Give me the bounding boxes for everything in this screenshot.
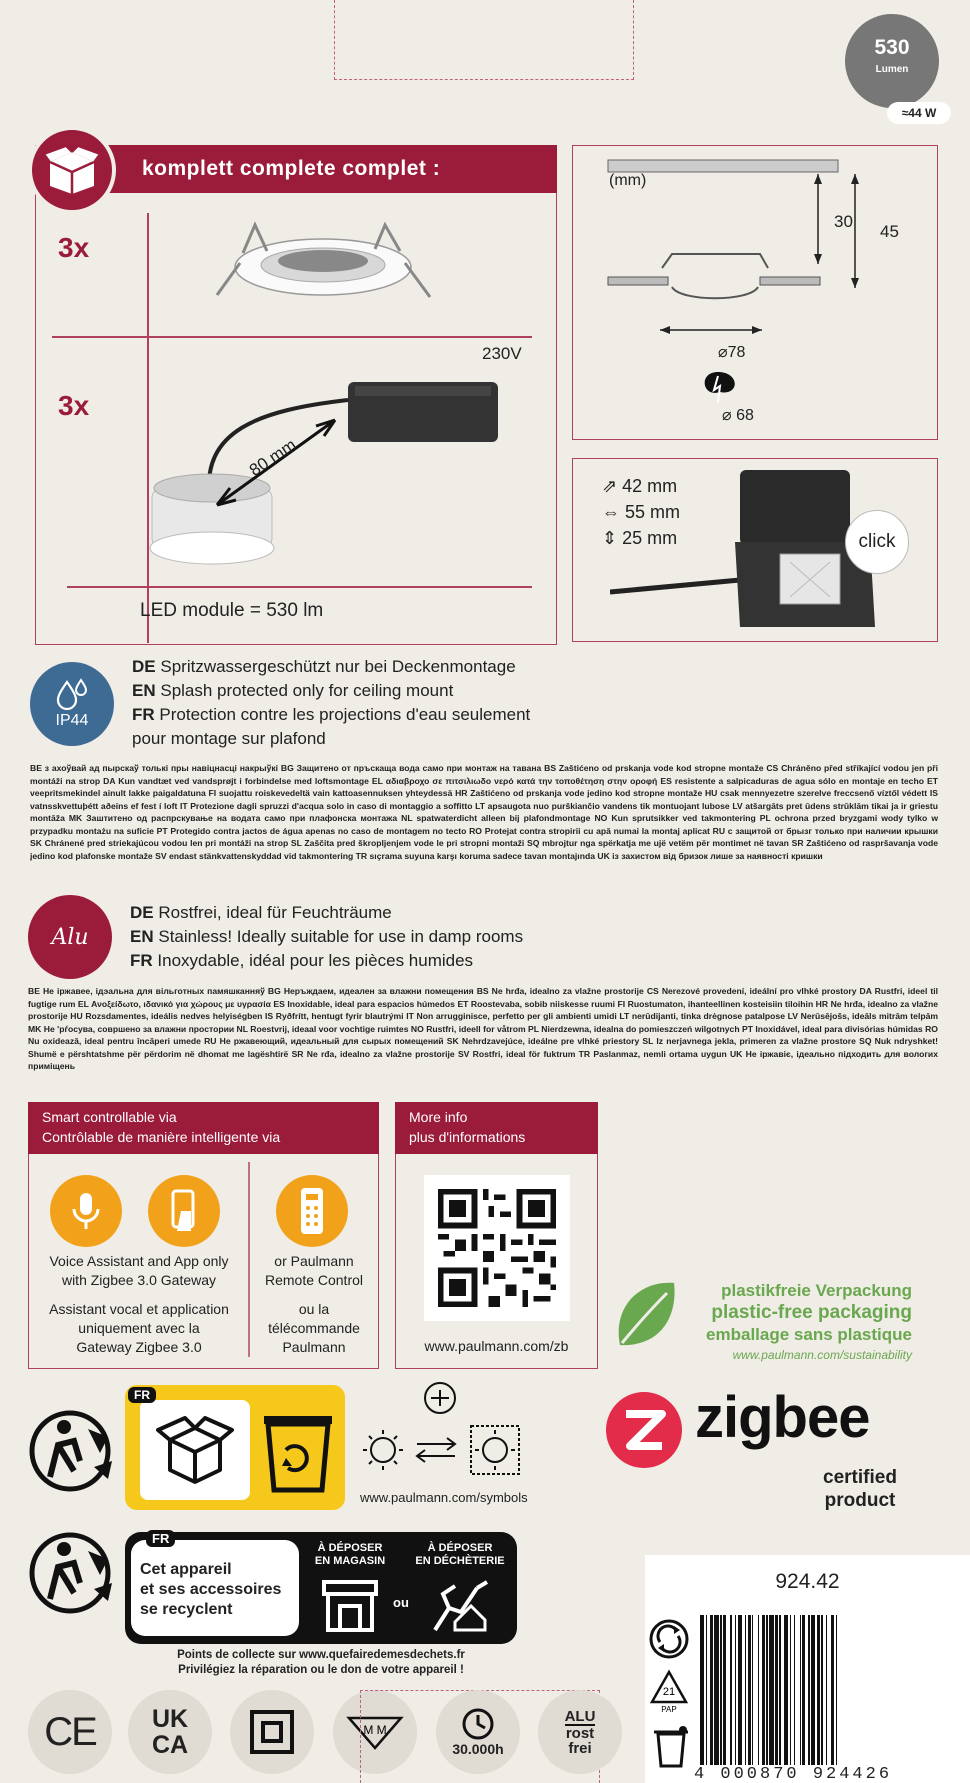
dim-inner-height: 30 xyxy=(834,212,853,231)
connector-dim-3: ⇕ 25 mm xyxy=(602,528,678,548)
smart-right-fr-1: ou la xyxy=(298,1301,330,1317)
contents-divider-h1 xyxy=(52,336,532,338)
triman2-text-2: et ses accessoires xyxy=(140,1581,282,1598)
smart-left-en-2: with Zigbee 3.0 Gateway xyxy=(61,1272,217,1288)
top-dashed-frame xyxy=(334,0,634,80)
smart-left-fr-3: Gateway Zigbee 3.0 xyxy=(76,1339,202,1355)
alu-mark-3: frei xyxy=(568,1739,592,1757)
smart-right-fr-3: Paulmann xyxy=(282,1339,346,1355)
barcode xyxy=(700,1615,962,1765)
ukca-mark xyxy=(128,1690,212,1774)
triman2-footer-2: Privilégiez la réparation ou le don de votre appareil ! xyxy=(178,1664,464,1676)
zigbee-line2: product xyxy=(824,1490,896,1511)
smart-left-fr-2: uniquement avec la xyxy=(78,1320,200,1336)
ip-line-de: DE Spritzwassergeschützt nur bei Deckenmontage xyxy=(132,657,516,676)
triman2-text-1: Cet appareil xyxy=(140,1561,232,1578)
triman2-col1-2: EN MAGASIN xyxy=(314,1555,386,1567)
alu-rostfrei-mark xyxy=(538,1690,622,1774)
alu-line-fr: FR Inoxydable, idéal pour les pièces humides xyxy=(130,951,474,970)
alu-line-en: EN Stainless! Ideally suitable for use in damp rooms xyxy=(130,927,524,946)
smart-left-fr xyxy=(30,1300,248,1357)
ip-multilang: BE з ахоўвай ад пырскаў толькі пры навіцнасці накрыўкі BG Защитено от пръскаща вода само при монтаж на тавана BS Zaštićeno od prskanja vode kod stropne montaže CS Chráněno před stříkající vodou jen při montáži na strop DA Kun vandtæt ved vandsprøjt i forbindelse med loftsmontage EL αδιαβροχο σε πιτσιλιωδο νερό κατά την τοποθέτηση στην οροφή ES resistente a salpicaduras de agua sólo en montaje en techo ET veepritsmekindel ainult lakke paigaldatuna FI suojattu roiskevedeltä vain kattoasennuksen yhteydessä HR Zaštićeno od prskanja vode jedino kod stropne montaže HU csak mennyezetre szerelve freccsenő víztől védett IS vatnsskvettuþétt aðeins ef fest í loft IT Protezione dagli spruzzi d'acqua solo in caso di montaggio a soffitto LT apsaugota nuo purškiančio vandens tik montuojant lubose LV atšargāts pret ūdens strūklām tikai ja ir griestu montāža MK Заштитено од распрскување на водата само при плафонска монтажа NL spatwaterdicht alleen bij plafondmontage NO Kun sprutsikker ved takmontering PL ochrona przed bryzgami wody tylko w przypadku montażu na suficie PT Protegido contra jactos de água apenas no caso de montagem no tecto RO Protejat contra stropirii cu apă numai la montaj aplicat RU с защитой от брызг только при наличии крышки SK Chránené pred striekajúcou vodou len pri montáži na strop SL Zaščita pred škropljenjem vode le pri stropni montaži SQ mbrojtur nga spërkatja me ujë vetëm për montimet në tavan SR Zaštićeno od raspršavanja vode jedino kod plafonske montaže SV endast stänkvattenskyddad vid takmontering TR sıçrama suyuna karşı koruma sadece tavan montajında UK із захистом від бризок лише за наявності кришки xyxy=(30,763,938,861)
ean-number: 4 000870 924426 xyxy=(690,1765,896,1783)
ip44-badge: IP44 xyxy=(55,712,89,729)
connector-dim-2: ⇔ 55 mm xyxy=(602,502,681,522)
zigbee-name: zigbee xyxy=(695,1385,870,1450)
dim-diameter: ⌀78 xyxy=(718,344,746,361)
contents-divider-h2 xyxy=(67,586,532,588)
info-header-2: plus d'informations xyxy=(409,1129,526,1145)
ce-mark xyxy=(28,1690,112,1774)
alu-line-de: DE Rostfrei, ideal für Feuchträume xyxy=(130,903,392,922)
triman-url[interactable]: www.paulmann.com/symbols xyxy=(360,1490,528,1505)
eco-line-de: plastikfreie Verpackung xyxy=(721,1281,912,1300)
dimension-drawing xyxy=(590,150,930,430)
ip-line-en: EN Splash protected only for ceiling mount xyxy=(132,681,454,700)
box-icon xyxy=(28,126,116,214)
ce-label: CE xyxy=(44,1709,96,1754)
recycle-circle-icon xyxy=(648,1618,690,1660)
barcode-bar xyxy=(837,1615,838,1765)
triman2-col2-2: EN DÉCHÈTERIE xyxy=(415,1555,505,1567)
triman-fr-badge-1: FR xyxy=(128,1387,156,1403)
connector-dim-1: ⇗ 42 mm xyxy=(602,476,678,496)
smart-right-en-2: Remote Control xyxy=(264,1272,364,1288)
ukca-line1: UK xyxy=(151,1705,189,1733)
class2-mark xyxy=(230,1690,314,1774)
voltage-label: 230V xyxy=(482,344,522,363)
smart-right-en-1: or Paulmann xyxy=(274,1253,354,1269)
eco-url: www.paulmann.com/sustainability xyxy=(732,1348,912,1362)
smart-right-fr-2: télécommande xyxy=(268,1320,360,1336)
ip44-icon xyxy=(30,662,114,746)
smart-right-en xyxy=(250,1252,378,1290)
lifetime-mark xyxy=(436,1690,520,1774)
qty-housing: 3x xyxy=(58,232,90,263)
alu-badge: Alu xyxy=(51,924,89,950)
waste-bin-icon xyxy=(650,1722,692,1770)
alu-mark-1: ALU xyxy=(564,1707,596,1725)
remote-icon xyxy=(276,1175,348,1247)
contents-title-bar xyxy=(100,145,557,193)
recycle-person-icon-2 xyxy=(28,1527,118,1617)
triman2-col1 xyxy=(300,1542,400,1568)
smart-header xyxy=(28,1102,379,1154)
daylight-symbols xyxy=(355,1380,525,1490)
contents-title: komplett complete complet : xyxy=(142,157,441,180)
zigbee-logo-icon xyxy=(606,1392,682,1468)
info-url[interactable]: www.paulmann.com/zb xyxy=(424,1338,569,1354)
app-icon xyxy=(148,1175,220,1247)
pap-label: PAP xyxy=(661,1705,677,1714)
zigbee-certified xyxy=(770,1466,950,1512)
info-header xyxy=(395,1102,598,1154)
pap-number: 21 xyxy=(662,1686,676,1698)
clock-icon xyxy=(461,1707,495,1741)
click-badge xyxy=(845,510,909,574)
pap-triangle-icon xyxy=(648,1668,690,1714)
cable-length: 80 mm xyxy=(245,435,300,480)
triman2-footer xyxy=(125,1648,517,1678)
lifetime-hours: 30.000h xyxy=(452,1741,504,1757)
smart-right-fr xyxy=(250,1300,378,1357)
triman2-text xyxy=(140,1560,281,1620)
dim-outer-height: 45 xyxy=(880,222,899,241)
smart-left-en xyxy=(30,1252,248,1290)
lumen-circle xyxy=(845,14,939,108)
eco-line-en: plastic-free packaging xyxy=(711,1302,912,1323)
shop-icon xyxy=(318,1572,382,1636)
double-square-icon xyxy=(250,1710,294,1754)
dechetterie-icon xyxy=(425,1572,495,1636)
triman2-ou: ou xyxy=(393,1595,409,1610)
smart-header-1: Smart controllable via xyxy=(42,1109,177,1125)
module-illustration xyxy=(140,370,510,580)
alu-lines xyxy=(130,901,523,973)
alu-multilang: BE Не іржавее, ідэальна для вільготных памяшканняў BG Неръждаем, идеален за влажни помещения BS Ne hrđa, idealno za vlažne prostorije CS Nerezové provedení, ideální pro vlhké prostory DA Rustfri, ideel til fugtige rum EL Ανοξείδωτο, ιδανικό για χώρους με υγρασία ES Inoxidable, ideal para espacios húmedos ET Roostevaba, sobib niiskesse ruumi FI Ruostumaton, ihanteellinen kosteisiin tiloihin HR Ne hrđa, idealno za vlažne prostorije HU Rozsdamentes, ideális nedves helyiségben IS Ryðfrítt, hentugt fyrir blautrými IT Non arrugginisce, perfetto per gli ambienti umidi LT nerūdijanti, tinka drėgnose patalpose LV Nerūsējošs, ideāls mitrām telpām MK Не 'рѓосува, совршено за влажни простории NL Roestvrij, ideaal voor vochtige ruimtes NO Rustfri, ideell for våtrom PL Nierdzewna, idealna do pomieszczeń wilgotnych PT Inoxidável, ideal para divisórias húmidas RO Nu oxidează, ideal pentru încăperi umede RU Не ржавеющий, идеальный для сырых помещений SK Nehrdzavejúce, ideálne pre vlhké priestory SL Iz nerjavnega jekla, primeren za vlažne prostore SQ Nuk ndryshket! Shumë e përshtatshme për përdorim në dhomat me lagështirë SR Ne rđa, idealno za vlažne prostorije SV Rostfri, ideal för fuktrum TR Paslanmaz, nemli ortama uygun UK Не іржавіє, ідеально підходить для вологих приміщень xyxy=(28,986,938,1071)
zigbee-line1: certified xyxy=(823,1467,897,1488)
eco-line-fr: emballage sans plastique xyxy=(706,1325,912,1344)
ip-line-fr: FR Protection contre les projections d'eau seulement xyxy=(132,705,531,724)
qty-module: 3x xyxy=(58,390,90,421)
triman-fr-badge-2: FR xyxy=(146,1530,175,1547)
bin-icon xyxy=(258,1410,338,1498)
svg-text:M M: M M xyxy=(363,1723,387,1737)
dim-unit: (mm) xyxy=(609,172,647,189)
triman2-footer-1: Points de collecte sur www.quefairedemesdechets.fr xyxy=(177,1649,465,1661)
lumen-watt: ≈44 W xyxy=(887,102,951,124)
module-label: LED module = 530 lm xyxy=(140,600,324,621)
triman2-col2 xyxy=(405,1542,515,1568)
recycle-person-icon xyxy=(28,1405,118,1495)
alu-icon xyxy=(28,895,112,979)
housing-illustration xyxy=(195,215,445,315)
dim-cutout: ⌀ 68 xyxy=(722,407,754,424)
microphone-icon xyxy=(50,1175,122,1247)
click-label: click xyxy=(858,531,896,552)
info-header-1: More info xyxy=(409,1109,468,1125)
smart-header-2: Contrôlable de manière intelligente via xyxy=(42,1129,281,1145)
ukca-line2: CA xyxy=(151,1731,189,1759)
article-number: 924.42 xyxy=(775,1570,840,1593)
triman2-col1-1: À DÉPOSER xyxy=(317,1542,383,1554)
lumen-value: 530 xyxy=(874,36,910,59)
ip-lines xyxy=(132,655,530,751)
lumen-badge xyxy=(845,14,941,120)
triman-white-card xyxy=(140,1400,250,1500)
smart-left-fr-1: Assistant vocal et application xyxy=(49,1301,229,1317)
triman2-col2-1: À DÉPOSER xyxy=(427,1542,493,1554)
ip-line-fr-cont: pour montage sur plafond xyxy=(132,729,326,748)
eco-lines xyxy=(672,1280,912,1364)
alu-mark-2: rost xyxy=(565,1724,595,1742)
triman2-text-3: se recyclent xyxy=(140,1601,233,1618)
lumen-unit: Lumen xyxy=(875,64,909,75)
qr-code[interactable] xyxy=(424,1175,570,1321)
smart-left-en-1: Voice Assistant and App only xyxy=(49,1253,229,1269)
